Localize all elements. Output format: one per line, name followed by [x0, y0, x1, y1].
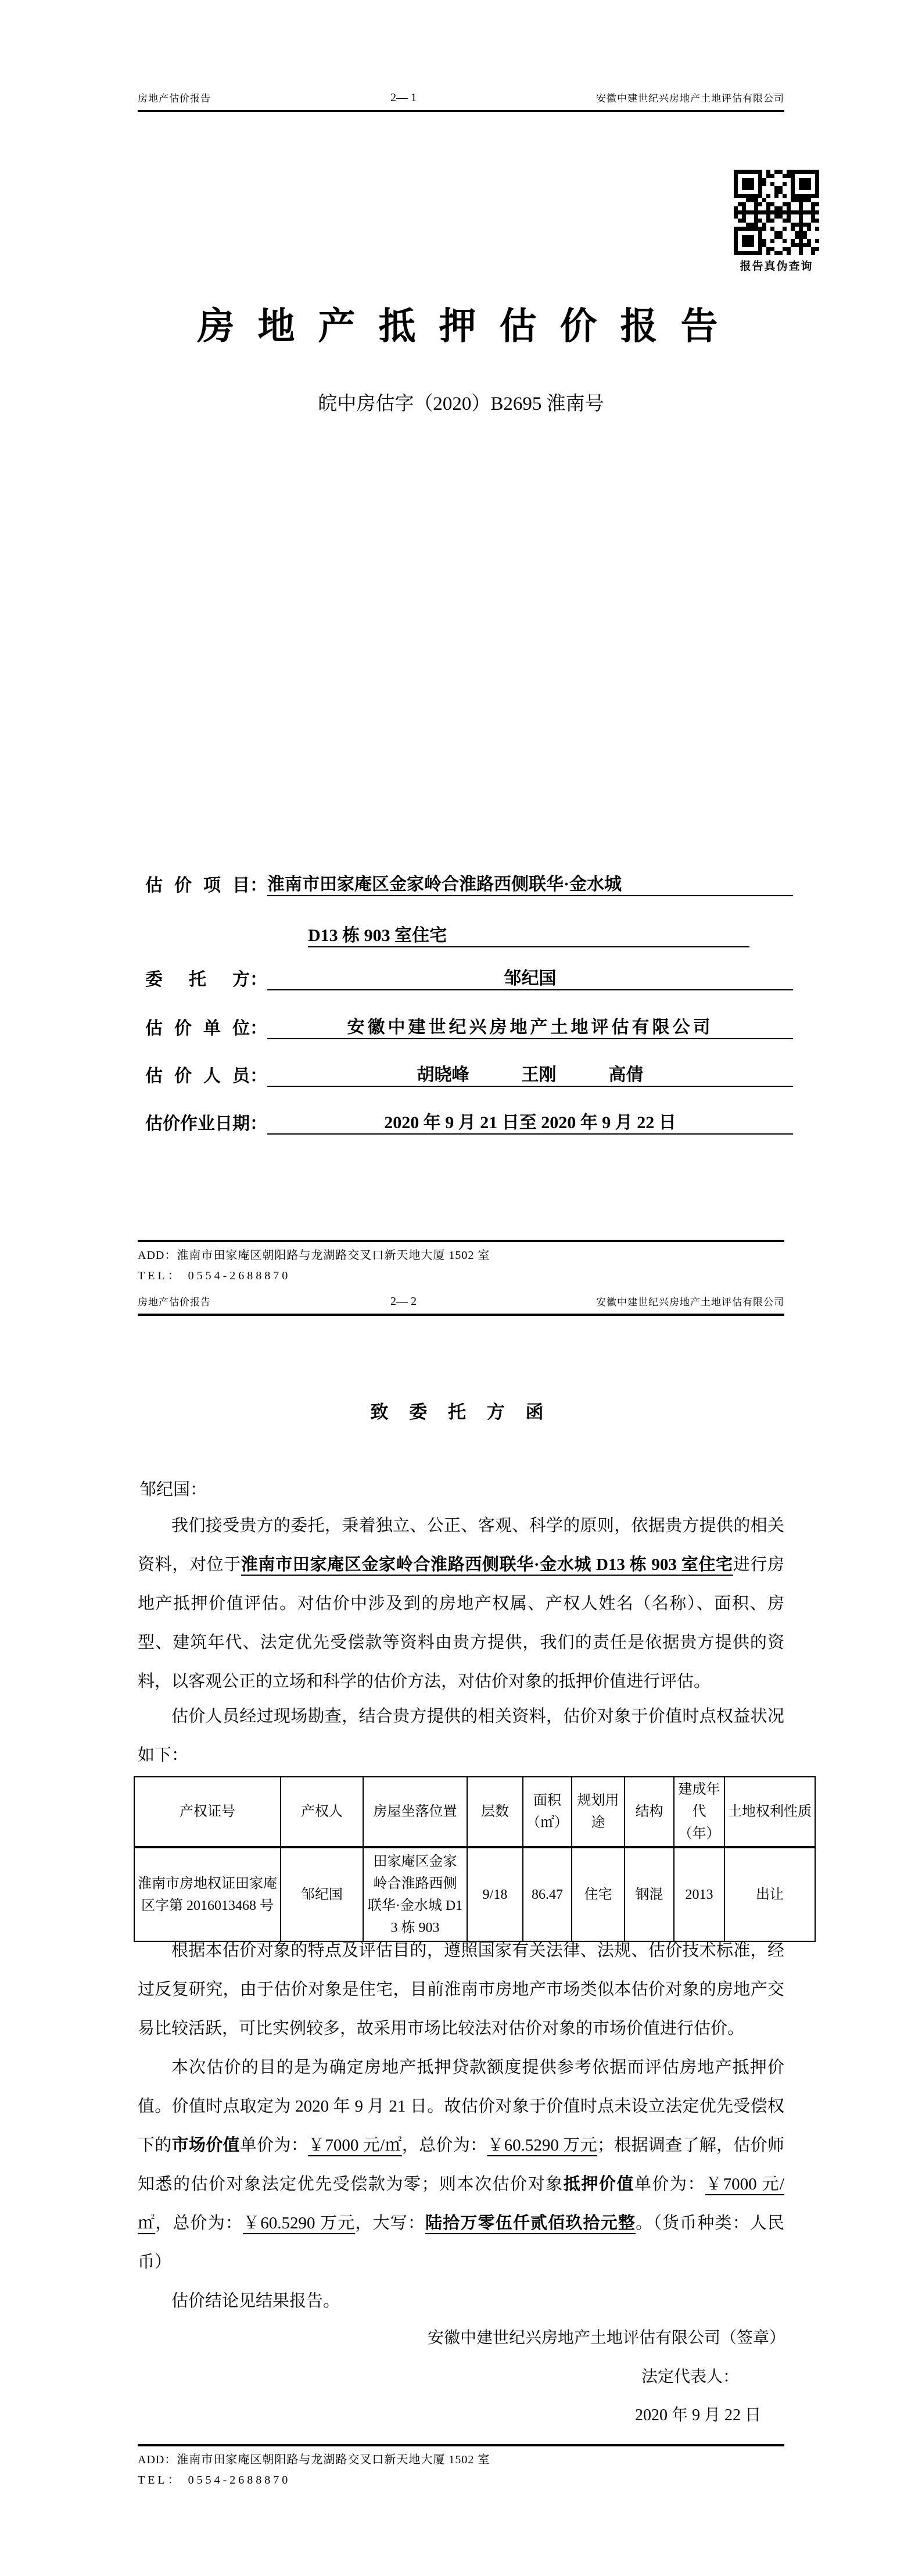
field-value: D13 栋 903 室住宅	[308, 921, 749, 947]
field-value: 2020 年 9 月 21 日至 2020 年 9 月 22 日	[267, 1108, 793, 1135]
table-cell-location: 田家庵区金家岭合淮路西侧联华·金水城 D13 栋 903	[363, 1847, 467, 1941]
field-colon: ：	[250, 876, 267, 895]
table-cell-owner: 邹纪国	[281, 1847, 363, 1941]
signature-date: 2020 年 9 月 22 日	[634, 2406, 761, 2424]
page1-running-header	[138, 90, 784, 112]
field-label: 估价作业日期	[145, 1114, 250, 1133]
field-value: 邹纪国	[267, 964, 793, 990]
page-number: 2— 1	[390, 91, 417, 104]
page-number: 2— 2	[390, 1295, 417, 1308]
signature-company: 安徽中建世纪兴房地产土地评估有限公司（签章）	[427, 2329, 785, 2347]
column-header: 层数	[467, 1777, 523, 1847]
field-project-line2	[308, 921, 749, 947]
qr-caption: 报告真伪查询	[740, 260, 813, 273]
column-header: 产权证号	[134, 1777, 281, 1847]
footer-divider	[138, 1240, 784, 1242]
table-header-row	[134, 1777, 815, 1847]
field-colon: ：	[250, 1067, 267, 1086]
field-value: 淮南市田家庵区金家岭合淮路西侧联华·金水城	[267, 870, 793, 896]
company-name: 安徽中建世纪兴房地产土地评估有限公司	[596, 1297, 784, 1308]
footer-phone: TEL： 0554-2688870	[138, 2474, 291, 2486]
field-client	[145, 964, 793, 990]
field-value: 安徽中建世纪兴房地产土地评估有限公司	[267, 1012, 793, 1039]
letter-paragraph-3: 根据本估价对象的特点及评估目的，遵照国家有关法律、法规、估价技术标准，经过反复研究，由于估价对象是住宅，目前淮南市房地产市场类似本估价对象的房地产交易比较活跃，可比实例较多，故采用市场比较法对估价对象的市场价值进行估价。	[138, 1941, 784, 2038]
field-agency	[145, 1012, 793, 1039]
field-work-date	[145, 1108, 793, 1135]
column-header: 建成年代（年）	[674, 1777, 724, 1847]
column-header: 结构	[625, 1777, 674, 1847]
letter-title: 致 委 托 方 函	[370, 1402, 552, 1422]
table-cell-floor: 9/18	[467, 1847, 523, 1941]
table-cell-use: 住宅	[572, 1847, 625, 1941]
letter-paragraph-2: 估价人员经过现场勘查，结合贵方提供的相关资料，估价对象于价值时点权益状况如下：	[138, 1707, 784, 1765]
signature-legal-rep: 法定代表人：	[641, 2368, 739, 2386]
page2-running-header	[138, 1294, 784, 1316]
footer-divider	[138, 2444, 784, 2446]
letter-paragraph-1: 我们接受贵方的委托，秉着独立、公正、客观、科学的原则，依据贵方提供的相关资料，对位于淮南市田家庵区金家岭合淮路西侧联华·金水城 D13 栋 903 室住宅进行房地产抵押价值评估。对估价中涉及到的房地产权属、产权人姓名（名称）、面积、房型、建筑年代、法定优先受偿款等资料由贵方提供，我们的责任是依据贵方提供的资料，以客观公正的立场和科学的估价方法，对估价对象的抵押价值进行评估。	[138, 1516, 784, 1691]
salutation: 邹纪国：	[139, 1480, 207, 1499]
column-header: 房屋坐落位置	[363, 1777, 467, 1847]
field-label: 委托方	[145, 970, 250, 989]
report-title: 房 地 产 抵 押 估 价 报 告	[197, 306, 725, 347]
table-cell-year: 2013	[674, 1847, 724, 1941]
table-cell-structure: 钢混	[625, 1847, 674, 1941]
table-row	[134, 1847, 815, 1941]
report-type-label: 房地产估价报告	[138, 93, 211, 104]
column-header: 面积（㎡）	[523, 1777, 572, 1847]
field-colon: ：	[250, 1019, 267, 1038]
report-number: 皖中房估字（2020）B2695 淮南号	[318, 393, 604, 414]
property-table	[134, 1776, 816, 1942]
column-header: 产权人	[281, 1777, 363, 1847]
field-appraisers	[145, 1060, 793, 1087]
report-type-label: 房地产估价报告	[138, 1297, 211, 1308]
footer-address: ADD：淮南市田家庵区朝阳路与龙湖路交叉口新天地大厦 1502 室	[138, 1249, 490, 1262]
field-label: 估价单位	[145, 1019, 250, 1038]
field-colon: ：	[250, 970, 267, 989]
qr-block	[734, 170, 819, 273]
footer-phone: TEL： 0554-2688870	[138, 1269, 291, 1282]
table-cell-area: 86.47	[523, 1847, 572, 1941]
column-header: 规划用途	[572, 1777, 625, 1847]
letter-paragraph-4: 本次估价的目的是为确定房地产抵押贷款额度提供参考依据而评估房地产抵押价值。价值时点取定为 2020 年 9 月 21 日。故估价对象于价值时点未设立法定优先受偿权下的市场价值单价为：￥7000 元/㎡，总价为：￥60.5290 万元；根据调查了解，估价师知悉的估价对象法定优先受偿款为零；则本次估价对象抵押价值单价为：￥7000 元/㎡，总价为：￥60.5290 万元，大写：陆拾万零伍仟贰佰玖拾元整。（货币种类：人民币）	[138, 2058, 784, 2271]
qr-code	[734, 170, 819, 255]
field-colon: ：	[250, 1114, 267, 1133]
table-cell-cert-no: 淮南市房地权证田家庵区字第 2016013468 号	[134, 1847, 281, 1941]
field-label: 估价项目	[145, 876, 250, 895]
field-label: 估价人员	[145, 1067, 250, 1086]
table-cell-land-right: 出让	[724, 1847, 815, 1941]
field-project	[145, 870, 793, 896]
letter-paragraph-5: 估价结论见结果报告。	[171, 2292, 340, 2310]
field-value: 胡晓峰 王刚 高倩	[267, 1060, 793, 1087]
footer-address: ADD：淮南市田家庵区朝阳路与龙湖路交叉口新天地大厦 1502 室	[138, 2453, 490, 2466]
company-name: 安徽中建世纪兴房地产土地评估有限公司	[596, 93, 784, 104]
column-header: 土地权利性质	[724, 1777, 815, 1847]
